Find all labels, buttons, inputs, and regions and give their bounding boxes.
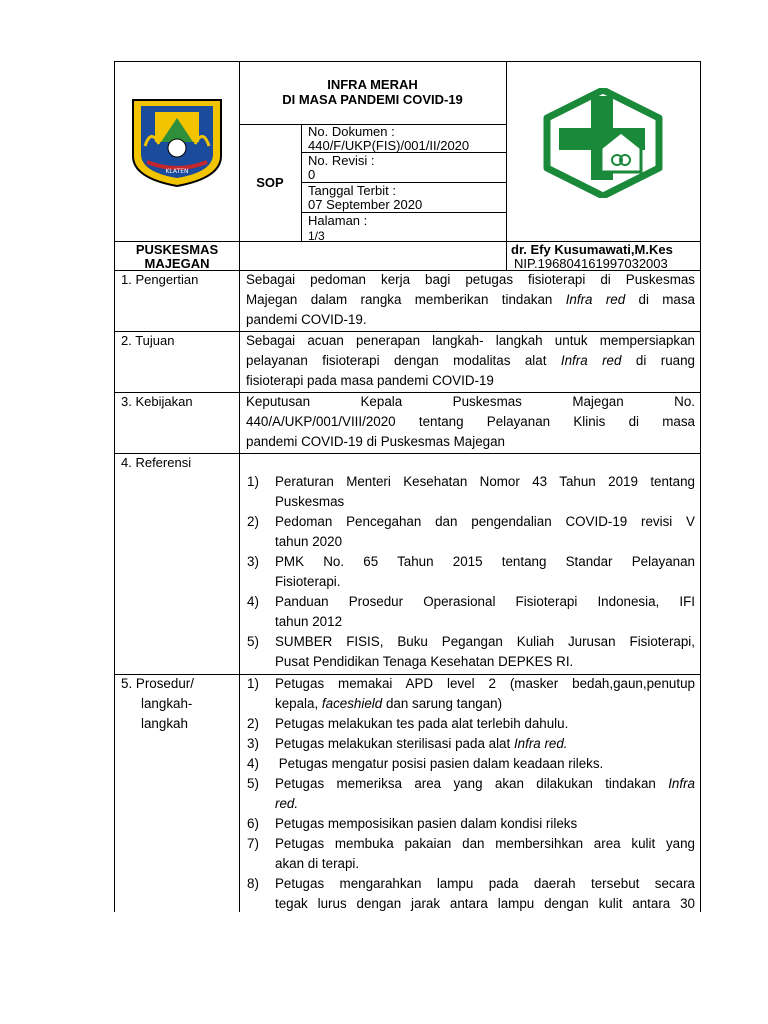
section-label-kebijakan: 3. Kebijakan (121, 394, 193, 409)
halaman-label: Halaman : (308, 213, 368, 228)
no-dokumen-label: No. Dokumen : (308, 124, 395, 139)
text-line: Keputusan Kepala Puskesmas Majegan No. (246, 394, 695, 409)
list-number: 2) (247, 716, 259, 731)
text-run: Majegan dalam rangka memberikan tindakan (246, 292, 566, 307)
text-line: Sebagai acuan penerapan langkah- langkah untuk mempersiapkan (246, 333, 695, 348)
list-number: 4) (247, 594, 259, 609)
text-line (275, 734, 695, 754)
text-line: Panduan Prosedur Operasional Fisioterapi Indonesia, IFI (275, 594, 695, 609)
section-label-prosedur (121, 674, 239, 734)
section-content-referensi (241, 472, 695, 672)
sop-title-line1: INFRA MERAH (327, 77, 418, 92)
text-line: Pedoman Pencegahan dan pengendalian COVID-19 revisi V (275, 514, 695, 529)
list-item (241, 552, 695, 592)
sop-label: SOP (256, 175, 284, 190)
no-revisi-value: 0 (308, 167, 316, 182)
no-revisi-label: No. Revisi : (308, 153, 375, 168)
list-item (241, 472, 695, 512)
list-item (241, 632, 695, 672)
label-line: langkah- (141, 696, 193, 711)
text-line: Puskesmas (275, 494, 345, 509)
list-number: 1) (247, 676, 259, 691)
italic-term: Infra red (560, 353, 622, 368)
list-item (241, 754, 695, 774)
text-run: di ruang (621, 353, 695, 368)
text-line: fisioterapi pada masa pandemi COVID-19 (246, 373, 494, 388)
list-number: 3) (247, 554, 259, 569)
section-label-pengertian: 1. Pengertian (121, 272, 199, 287)
text-line (275, 794, 695, 814)
list-item (241, 592, 695, 632)
text-line: PMK No. 65 Tahun 2015 tentang Standar Pelayanan (275, 554, 695, 569)
list-item (241, 674, 695, 714)
list-item (241, 814, 695, 834)
signer-nip: NIP.196804161997032003 (514, 256, 668, 271)
section-content-tujuan (246, 331, 695, 391)
org-name-line1: PUSKESMAS (135, 242, 219, 257)
text-run: Petugas melakukan sterilisasi pada alat (275, 736, 514, 751)
text-line: Petugas memposisikan pasien dalam kondisi rileks (275, 816, 578, 831)
label-line: 5. Prosedur/ (121, 676, 194, 691)
puskesmas-logo (543, 88, 663, 198)
text-line: akan di terapi. (275, 856, 360, 871)
list-number: 6) (247, 816, 259, 831)
list-number: 5) (247, 634, 259, 649)
sop-table (114, 61, 701, 912)
text-line: pandemi COVID-19. (246, 312, 367, 327)
halaman-value: 1/3 (308, 229, 325, 243)
italic-term: Infra (668, 776, 695, 791)
italic-term: Infra red (565, 292, 626, 307)
text-line: Pusat Pendidikan Tenaga Kesehatan DEPKES RI. (275, 654, 574, 669)
text-line: pandemi COVID-19 di Puskesmas Majegan (246, 434, 506, 449)
klaten-emblem-logo (125, 98, 229, 188)
row-divider (115, 453, 701, 454)
text-line: Petugas memakai APD level 2 (masker bedah,gaun,penutup (275, 676, 695, 691)
italic-term: Infra red. (513, 736, 568, 751)
text-run: kepala, (275, 696, 322, 711)
list-number: 7) (247, 836, 259, 851)
list-number: 2) (247, 514, 259, 529)
no-dokumen-value: 440/F/UKP(FIS)/001/II/2020 (308, 138, 470, 153)
section-label-tujuan: 2. Tujuan (121, 333, 175, 348)
tanggal-terbit-label: Tanggal Terbit : (308, 183, 396, 198)
text-line (246, 290, 695, 310)
text-line: Petugas membuka pakaian dan membersihkan area kulit yang (275, 836, 695, 851)
text-line (246, 351, 695, 371)
text-line: Petugas melakukan tes pada alat terlebih dahulu. (275, 716, 569, 731)
text-line: Sebagai pedoman kerja bagi petugas fisioterapi di Puskesmas (246, 272, 695, 287)
list-item (241, 734, 695, 754)
list-item (241, 512, 695, 552)
italic-term: faceshield (321, 696, 383, 711)
list-item (241, 874, 695, 912)
text-run: Petugas memeriksa area yang akan dilakukan tindakan (275, 776, 669, 791)
label-line: langkah (141, 716, 188, 731)
list-number: 1) (247, 474, 259, 489)
list-item (241, 774, 695, 814)
list-item (241, 714, 695, 734)
list-number: 3) (247, 736, 259, 751)
text-run: pelayanan fisioterapi dengan modalitas alat (246, 353, 561, 368)
list-number: 8) (247, 876, 259, 891)
text-run: dan sarung tangan) (382, 696, 503, 711)
text-line (275, 774, 695, 794)
section-label-referensi: 4. Referensi (121, 455, 192, 470)
list-item (241, 834, 695, 874)
text-line: SUMBER FISIS, Buku Pegangan Kuliah Jurusan Fisioterapi, (275, 634, 695, 649)
org-name-line2: MAJEGAN (144, 256, 210, 271)
text-line: Fisioterapi. (275, 574, 341, 589)
section-content-kebijakan (246, 392, 695, 452)
text-run: di masa (625, 292, 696, 307)
section-content-prosedur (241, 674, 695, 912)
tanggal-terbit-value: 07 September 2020 (308, 197, 423, 212)
italic-term: red. (275, 796, 299, 811)
text-line: Petugas mengarahkan lampu pada daerah tersebut secara (275, 876, 695, 891)
text-line: tegak lurus dengan jarak antara lampu dengan kulit antara 30 (275, 896, 695, 911)
list-number: 5) (247, 776, 259, 791)
text-line: 440/A/UKP/001/VIII/2020 tentang Pelayanan Klinis di masa (246, 414, 695, 429)
list-number: 4) (247, 756, 259, 771)
column-divider (506, 241, 507, 271)
column-divider (506, 62, 507, 258)
text-line (275, 694, 695, 714)
text-line: tahun 2012 (275, 614, 343, 629)
svg-text:KLATEN: KLATEN (165, 168, 189, 175)
section-content-pengertian (246, 270, 695, 330)
text-line: tahun 2020 (275, 534, 343, 549)
text-line: Petugas mengatur posisi pasien dalam keadaan rileks. (275, 756, 604, 771)
text-line: Peraturan Menteri Kesehatan Nomor 43 Tahun 2019 tentang (275, 474, 695, 489)
signer-name: dr. Efy Kusumawati,M.Kes (511, 242, 673, 257)
sop-title-line2: DI MASA PANDEMI COVID-19 (282, 92, 463, 107)
